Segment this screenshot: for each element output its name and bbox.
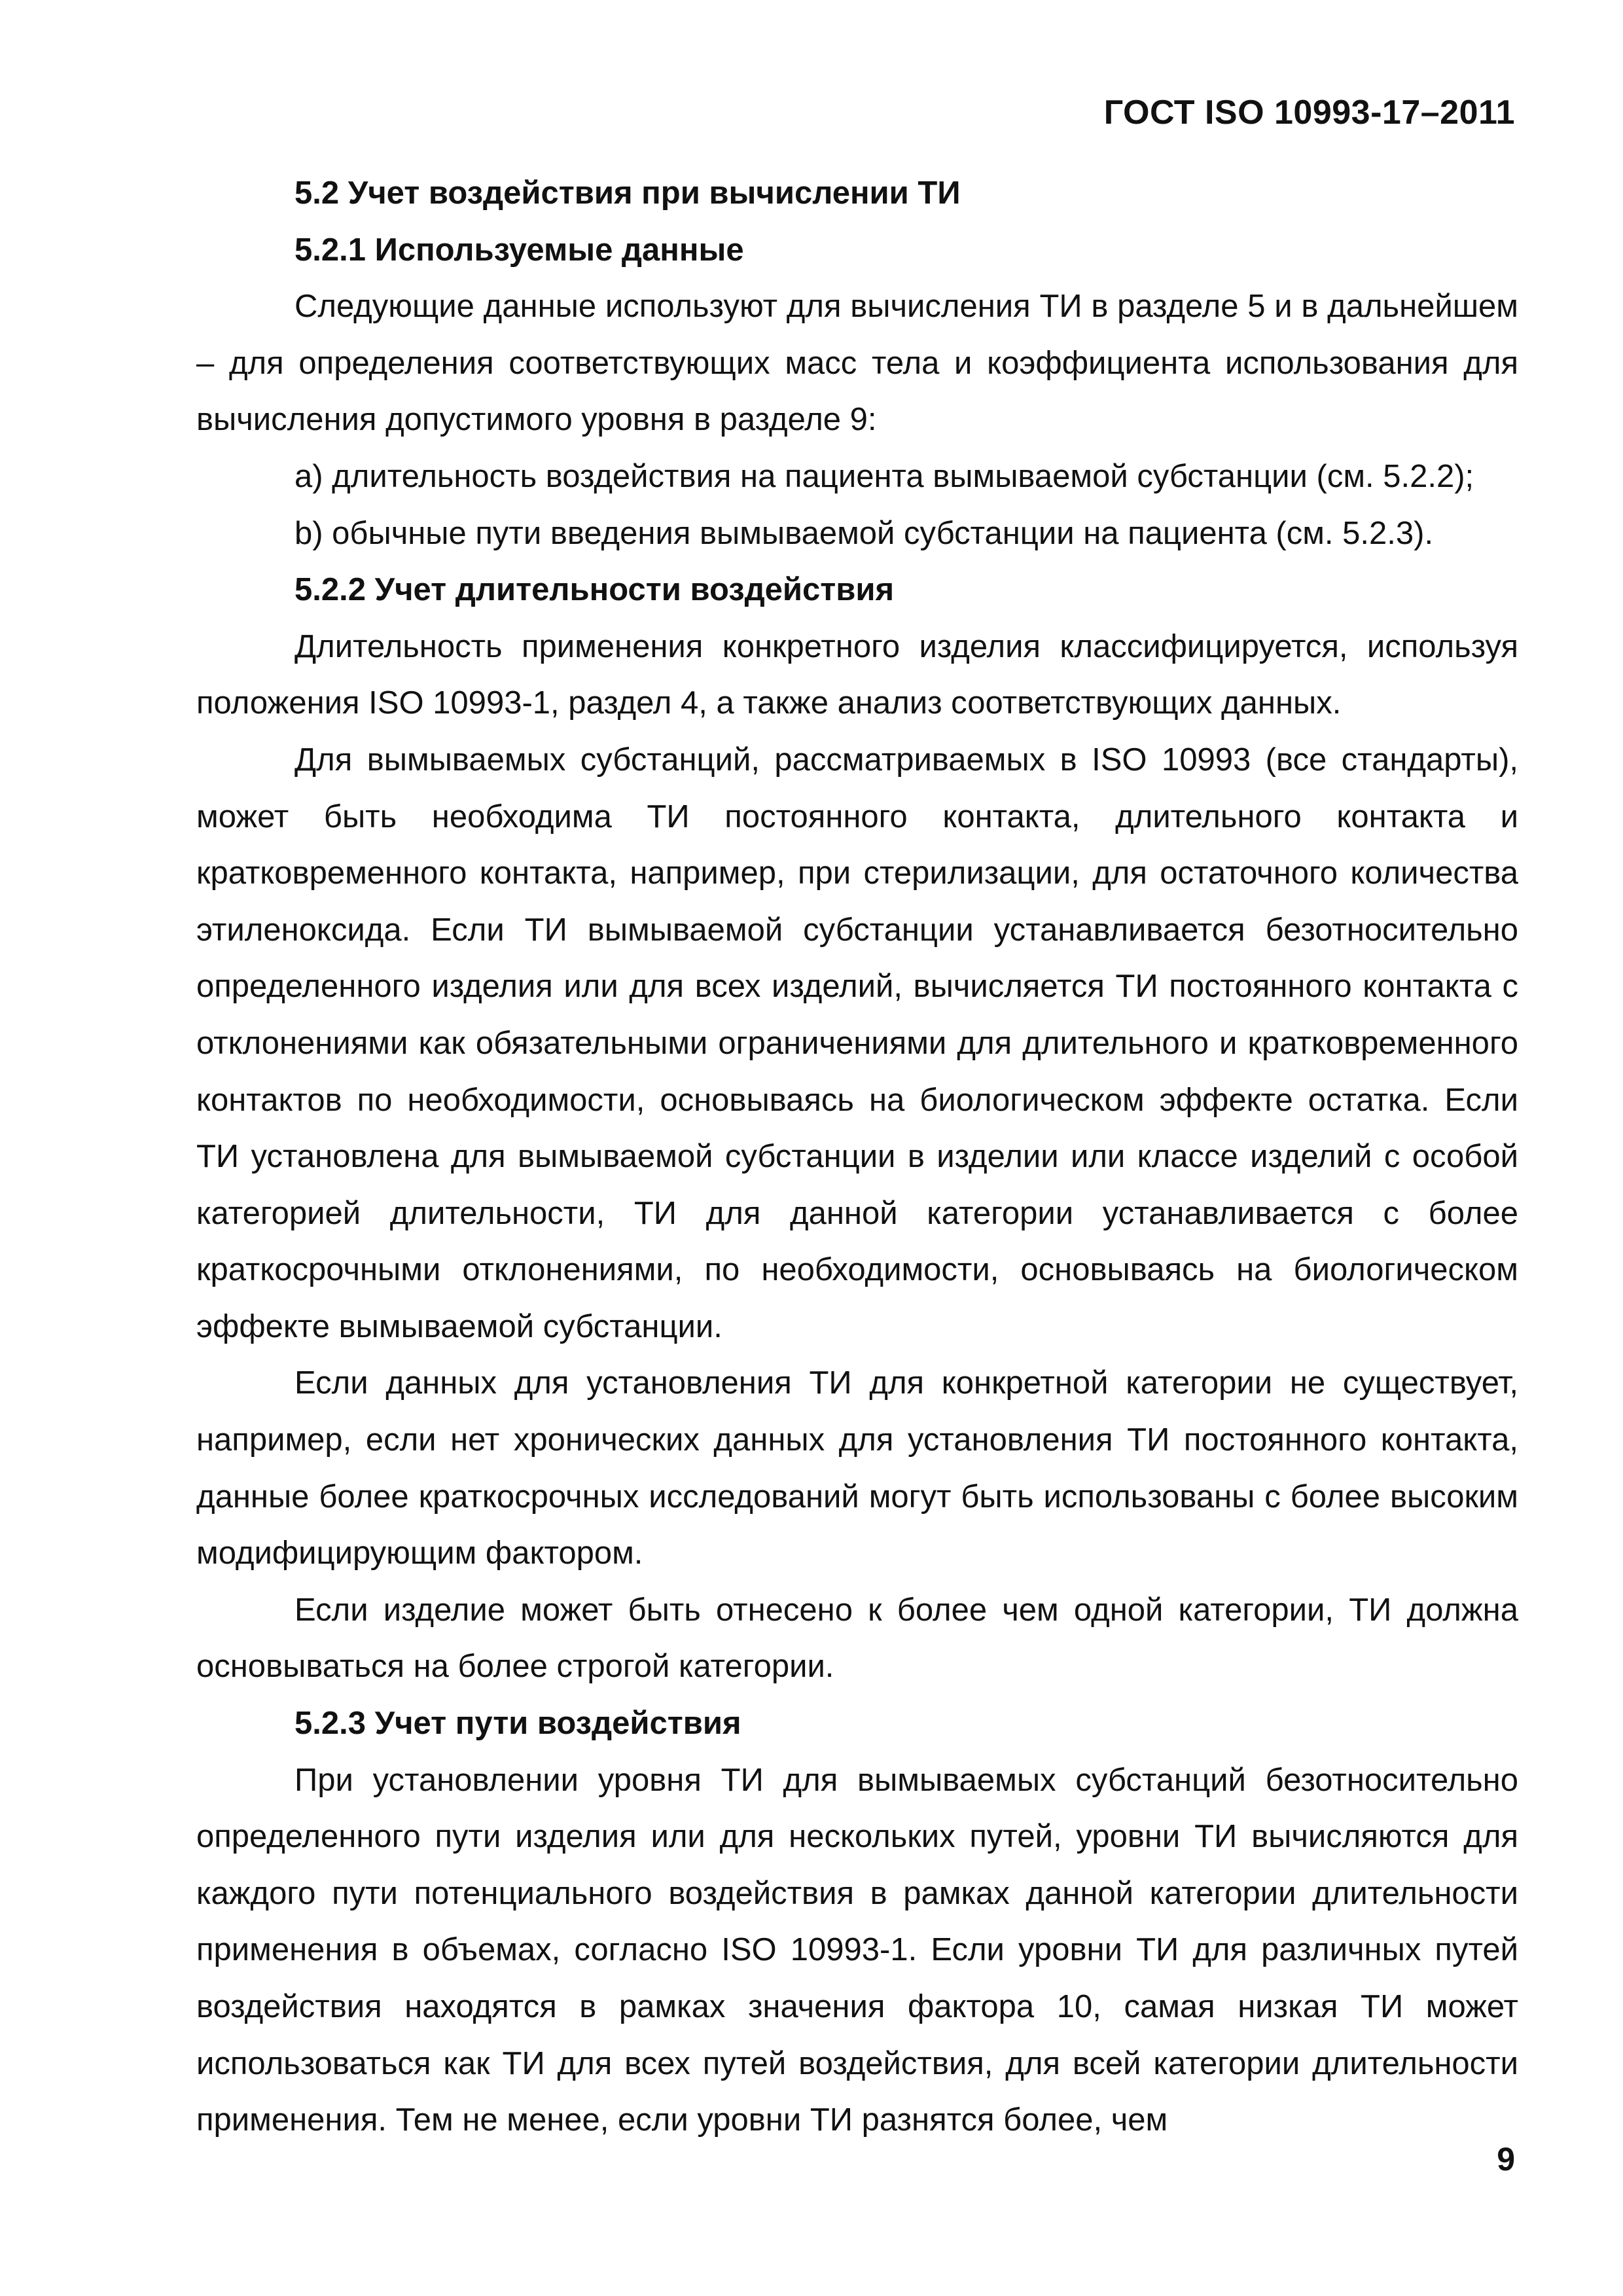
section-heading-5-2-3: 5.2.3 Учет пути воздействия — [294, 1706, 741, 1742]
paragraph: При установлении уровня ТИ для вымываемых субстанций безотносительно определенного пути изделия или для нескольких путей, уровни ТИ вычисляются для каждого пути потенциального воздействия в рамках данной категории длительности применения в объемах, согласно ISO 10993-1. Если уровни ТИ для различных путей воздействия находятся в рамках значения фактора 10, самая низкая ТИ может использоваться как ТИ для всех путей воздействия, для всей категории длительности применения. Тем не менее, если уровни ТИ разнятся более, чем — [196, 1762, 1518, 2138]
section-heading-5-2-2: 5.2.2 Учет длительности воздействия — [294, 572, 895, 608]
section-heading-5-2: 5.2 Учет воздействия при вычислении ТИ — [294, 175, 961, 211]
page-number: 9 — [1497, 2141, 1515, 2178]
list-item-a: a) длительность воздействия на пациента вымываемой субстанции (см. 5.2.2); — [294, 458, 1474, 494]
document-body — [196, 165, 1518, 2149]
paragraph: Для вымываемых субстанций, рассматриваемых в ISO 10993 (все стандарты), может быть необходима ТИ постоянного контакта, длительного контакта и кратковременного контакта, например, при стерилизации, для остаточного количества этиленоксида. Если ТИ вымываемой субстанции устанавливается безотносительно определенного изделия или для всех изделий, вычисляется ТИ постоянного контакта с отклонениями как обязательными ограничениями для длительного и кратковременного контактов по необходимости, основываясь на биологическом эффекте остатка. Если ТИ установлена для вымываемой субстанции в изделии или классе изделий с особой категорией длительности, ТИ для данной категории устанавливается с более краткосрочными отклонениями, по необходимости, основываясь на биологическом эффекте вымываемой субстанции. — [196, 742, 1518, 1344]
list-item-b: b) обычные пути введения вымываемой субстанции на пациента (см. 5.2.3). — [294, 515, 1434, 551]
paragraph: Если данных для установления ТИ для конкретной категории не существует, например, если нет хронических данных для установления ТИ постоянного контакта, данные более краткосрочных исследований могут быть использованы с более высоким модифицирующим фактором. — [196, 1365, 1518, 1571]
paragraph: Длительность применения конкретного изделия классифицируется, используя положения ISO 10993-1, раздел 4, а также анализ соответствующих данных. — [196, 628, 1518, 721]
paragraph: Если изделие может быть отнесено к более чем одной категории, ТИ должна основываться на более строгой категории. — [196, 1592, 1518, 1685]
section-heading-5-2-1: 5.2.1 Используемые данные — [294, 232, 744, 268]
document-header: ГОСТ ISO 10993-17–2011 — [1103, 94, 1515, 132]
paragraph: Следующие данные используют для вычисления ТИ в разделе 5 и в дальнейшем – для определения соответствующих масс тела и коэффициента использования для вычисления допустимого уровня в разделе 9: — [196, 289, 1518, 438]
